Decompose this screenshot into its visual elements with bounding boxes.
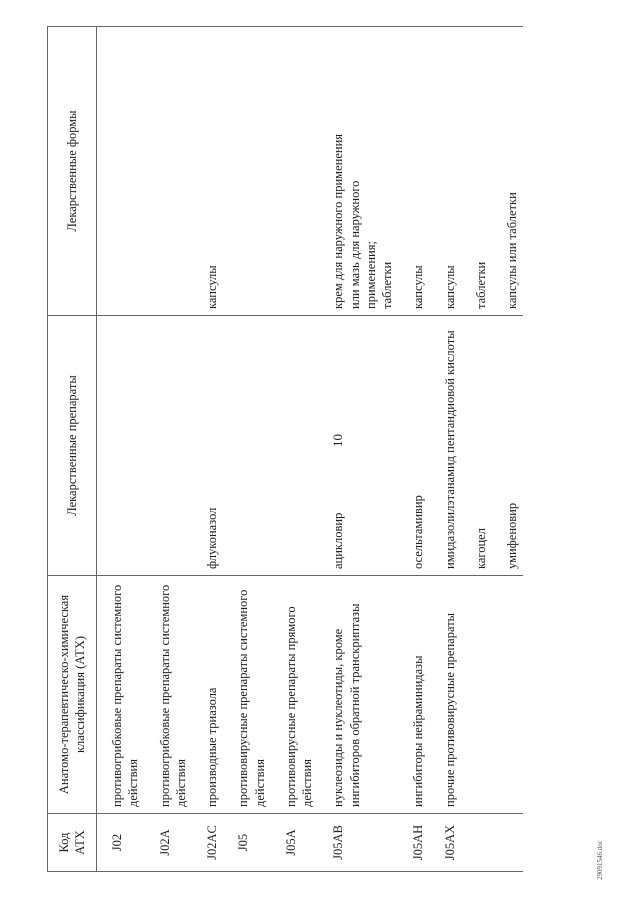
table-row [430,27,461,872]
cell-form: капсулы [398,27,429,316]
table-row [461,27,492,872]
cell-classification: противогрибковые препараты системного действия [97,576,145,814]
cell-drug: осельтамивир [398,316,429,576]
table-row [271,27,319,872]
cell-code: J02 [97,814,145,872]
cell-drug: флуконазол [192,316,223,576]
cell-form [223,27,271,316]
cell-classification [492,576,523,814]
cell-form: капсулы [192,27,223,316]
cell-classification: прочие противовирусные препараты [430,576,461,814]
cell-drug [223,316,271,576]
cell-code: J05AX [430,814,461,872]
table-row [192,27,223,872]
table-row [492,27,523,872]
cell-drug [97,316,145,576]
cell-drug [271,316,319,576]
table-row [398,27,429,872]
table-row [145,27,193,872]
cell-code [461,814,492,872]
cell-code: J05 [223,814,271,872]
cell-classification [461,576,492,814]
cell-drug: ацикловир [318,316,398,576]
document-filename: 29091546.doc [596,840,604,880]
table-header-row [48,27,97,872]
header-drugs: Лекарственные препараты [48,316,97,576]
cell-form: таблетки [461,27,492,316]
cell-classification: противовирусные препараты прямого действия [271,576,319,814]
cell-form [145,27,193,316]
cell-code [492,814,523,872]
cell-form: капсулы [430,27,461,316]
table-row [223,27,271,872]
cell-code: J05A [271,814,319,872]
cell-form: крем для наружного применения или мазь для наружного применения; таблетки [318,27,398,316]
cell-drug [145,316,193,576]
cell-classification: нуклеозиды и нуклеотиды, кроме ингибиторов обратной транскриптазы [318,576,398,814]
atc-drug-table [47,26,523,872]
cell-classification: производные триазола [192,576,223,814]
cell-form: капсулы или таблетки [492,27,523,316]
table-row [318,27,398,872]
table-row [97,27,145,872]
atc-table-container [47,27,602,872]
cell-drug: имидазолилэтанамид пентандиовой кислоты [430,316,461,576]
cell-classification: противовирусные препараты системного действия [223,576,271,814]
header-classification: Анатомо-терапевтическо-химическая классификация (АТХ) [48,576,97,814]
cell-code: J02AC [192,814,223,872]
cell-classification: противогрибковые препараты системного действия [145,576,193,814]
cell-classification: ингибиторы нейраминидазы [398,576,429,814]
cell-code: J05AH [398,814,429,872]
cell-drug: кагоцел [461,316,492,576]
cell-code: J05AB [318,814,398,872]
header-forms: Лекарственные формы [48,27,97,316]
cell-drug: умифеновир [492,316,523,576]
page-number: 10 [330,434,345,447]
cell-code: J02A [145,814,193,872]
cell-form [97,27,145,316]
cell-form [271,27,319,316]
header-code: Код АТХ [48,814,97,872]
